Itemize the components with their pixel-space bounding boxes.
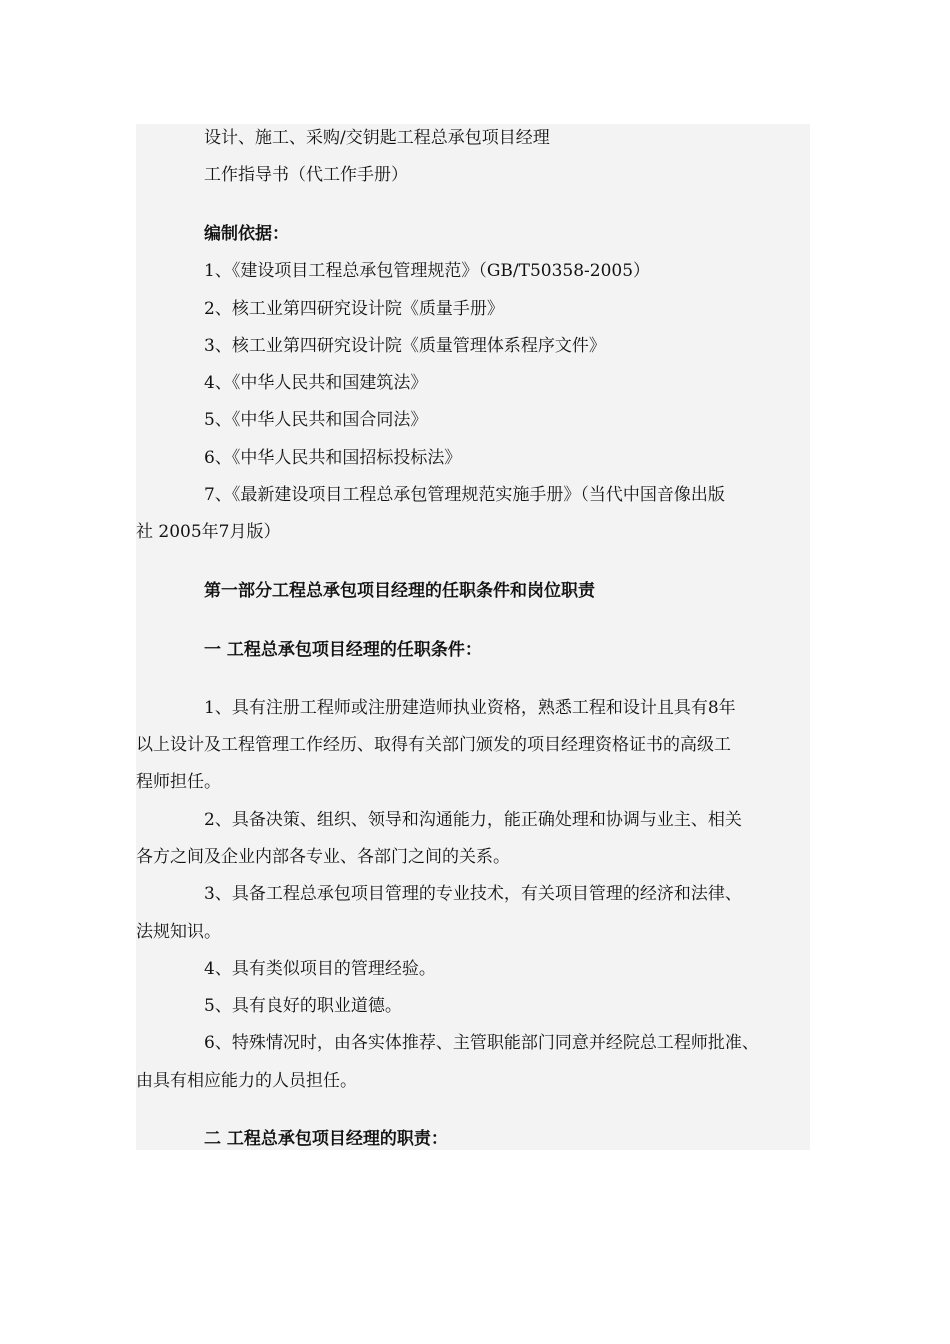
document-page	[136, 124, 810, 1150]
condition-2-line-2: 各方之间及企业内部各专业、各部门之间的关系。	[136, 847, 510, 867]
part1-heading: 第一部分工程总承包项目经理的任职条件和岗位职责	[204, 581, 595, 601]
condition-1-line-1: 1、具有注册工程师或注册建造师执业资格，熟悉工程和设计且具有8年	[204, 698, 736, 718]
condition-2-line-1: 2、具备决策、组织、领导和沟通能力，能正确处理和协调与业主、相关	[204, 810, 742, 830]
section2-heading: 二 工程总承包项目经理的职责：	[204, 1129, 448, 1149]
condition-3-line-2: 法规知识。	[136, 922, 221, 942]
title-line-2: 工作指导书（代工作手册）	[204, 165, 408, 185]
basis-item-6: 6、《中华人民共和国招标投标法》	[204, 448, 462, 468]
basis-item-3: 3、核工业第四研究设计院《质量管理体系程序文件》	[204, 336, 606, 356]
condition-6-line-1: 6、特殊情况时，由各实体推荐、主管职能部门同意并经院总工程师批准、	[204, 1033, 759, 1053]
basis-item-2: 2、核工业第四研究设计院《质量手册》	[204, 299, 504, 319]
basis-item-7-line-1: 7、《最新建设项目工程总承包管理规范实施手册》（当代中国音像出版	[204, 485, 725, 505]
basis-item-5: 5、《中华人民共和国合同法》	[204, 410, 428, 430]
condition-4: 4、具有类似项目的管理经验。	[204, 959, 436, 979]
condition-3-line-1: 3、具备工程总承包项目管理的专业技术，有关项目管理的经济和法律、	[204, 884, 742, 904]
condition-5: 5、具有良好的职业道德。	[204, 996, 402, 1016]
condition-1-line-3: 程师担任。	[136, 772, 221, 792]
section1-heading: 一 工程总承包项目经理的任职条件：	[204, 640, 482, 660]
condition-1-line-2: 以上设计及工程管理工作经历、取得有关部门颁发的项目经理资格证书的高级工	[136, 735, 731, 755]
basis-item-7-line-2: 社 2005年7月版）	[136, 522, 281, 542]
basis-heading: 编制依据：	[204, 224, 289, 244]
basis-item-4: 4、《中华人民共和国建筑法》	[204, 373, 428, 393]
title-line-1: 设计、施工、采购/交钥匙工程总承包项目经理	[204, 128, 550, 148]
basis-item-1: 1、《建设项目工程总承包管理规范》（GB/T50358-2005）	[204, 261, 651, 281]
condition-6-line-2: 由具有相应能力的人员担任。	[136, 1071, 357, 1091]
